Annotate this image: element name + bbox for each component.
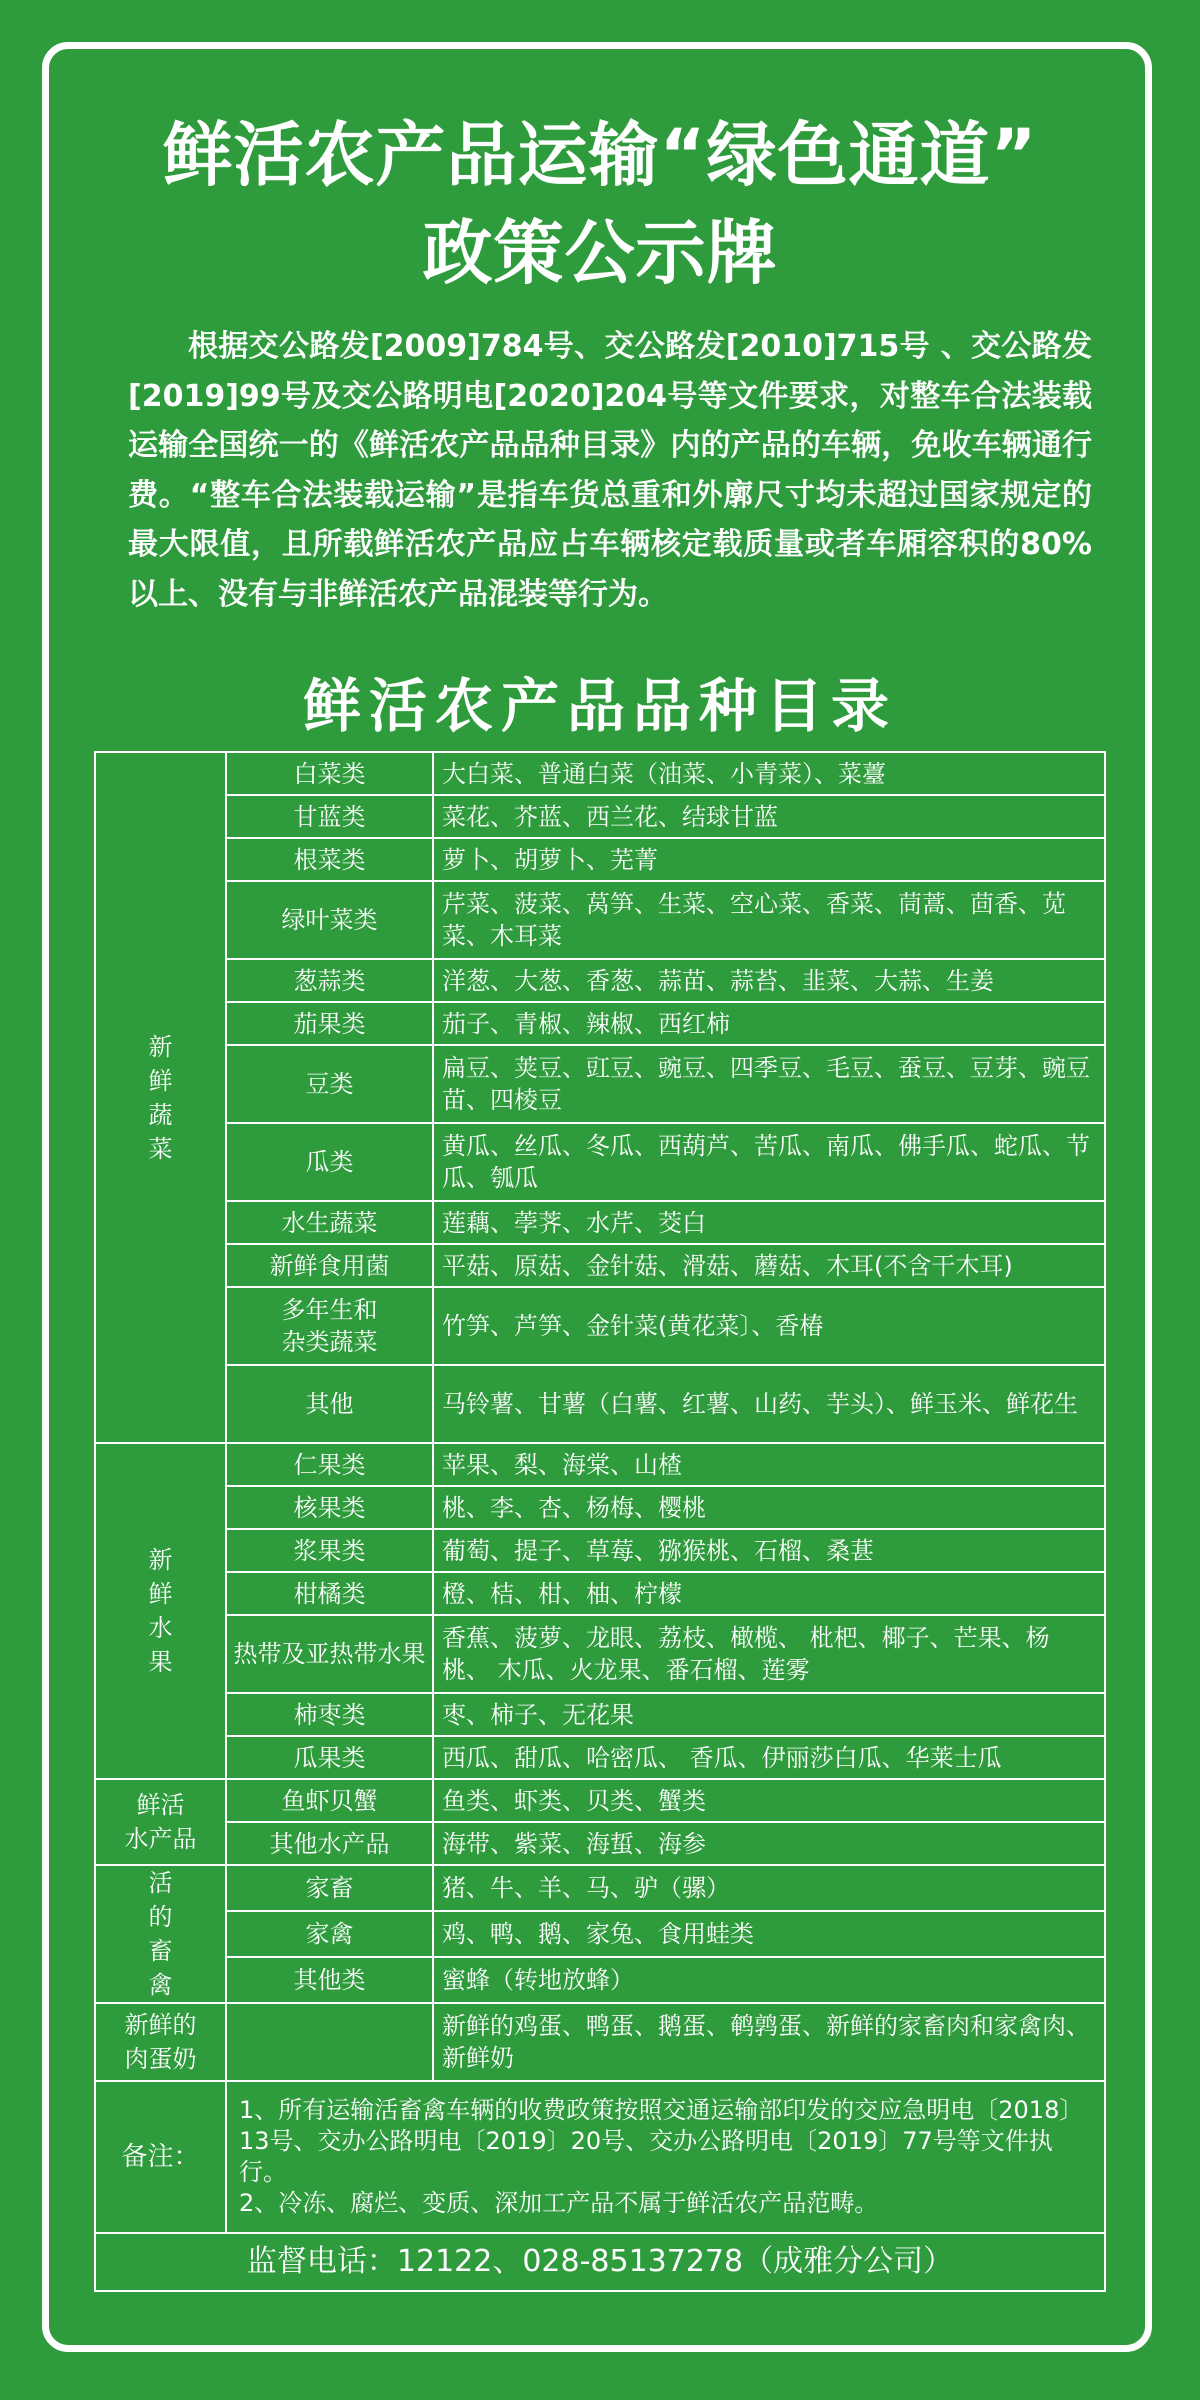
category-name: 仁果类 [226,1443,433,1486]
catalog-row [95,1615,1105,1693]
note-text: 1、所有运输活畜禽车辆的收费政策按照交通运输部印发的交应急明电〔2018〕13号、交办公路明电〔2019〕20号、交办公路明电〔2019〕77号等文件执行。 2、冷冻、腐烂、变质、深加工产品不属于鲜活农产品范畴。 [226,2081,1105,2233]
category-name: 核果类 [226,1486,433,1529]
catalog-row [95,1572,1105,1615]
category-items: 竹笋、芦笋、金针菜(黄花菜〕、香椿 [433,1287,1105,1365]
title-line-2: 政策公示牌 [422,212,778,294]
catalog-row [95,752,1105,795]
category-name: 茄果类 [226,1002,433,1045]
catalog-row [95,795,1105,838]
note-row [95,2081,1105,2233]
category-items: 芹菜、菠菜、莴笋、生菜、空心菜、香菜、茼蒿、茴香、苋菜、木耳菜 [433,881,1105,959]
catalog-row [95,838,1105,881]
catalog-row [95,1957,1105,2003]
catalog-row [95,1287,1105,1365]
category-items: 菜花、芥蓝、西兰花、结球甘蓝 [433,795,1105,838]
category-name: 柑橘类 [226,1572,433,1615]
category-items: 鱼类、虾类、贝类、蟹类 [433,1779,1105,1822]
category-name: 葱蒜类 [226,959,433,1002]
category-name: 浆果类 [226,1529,433,1572]
catalog-row [95,881,1105,959]
category-name: 瓜类 [226,1123,433,1201]
category-items: 莲藕、荸荠、水芹、茭白 [433,1201,1105,1244]
category-name: 白菜类 [226,752,433,795]
category-items: 桃、李、杏、杨梅、樱桃 [433,1486,1105,1529]
category-name: 其他水产品 [226,1822,433,1865]
group-name: 新 鲜 水 果 [95,1443,226,1779]
category-name: 绿叶菜类 [226,881,433,959]
category-name: 家禽 [226,1911,433,1957]
group-name: 新鲜的 肉蛋奶 [95,2003,226,2081]
catalog-row [95,1911,1105,1957]
category-items: 马铃薯、甘薯（白薯、红薯、山药、芋头）、鲜玉米、鲜花生 [433,1365,1105,1443]
category-name: 柿枣类 [226,1693,433,1736]
catalog-row [95,1822,1105,1865]
category-items: 平菇、原菇、金针菇、滑菇、蘑菇、木耳(不含干木耳) [433,1244,1105,1287]
intro-text: 根据交公路发[2009]784号、交公路发[2010]715号 、交公路发[2019]99号及交公路明电[2020]204号等文件要求，对整车合法装载运输全国统一的《鲜活农产品品种目录》内的产品的车辆，免收车辆通行费。“整车合法装载运输”是指车货总重和外廓尺寸均未超过国家规定的最大限值，且所载鲜活农产品应占车辆核定载质量或者车厢容积的80%以上、没有与非鲜活农产品混装等行为。 [128,329,1092,612]
catalog-row [95,1529,1105,1572]
catalog-row [95,1123,1105,1201]
catalog-row [95,959,1105,1002]
catalog-row [95,1736,1105,1779]
category-name: 豆类 [226,1045,433,1123]
category-items: 香蕉、菠萝、龙眼、荔枝、橄榄、 枇杷、椰子、芒果、杨桃、 木瓜、火龙果、番石榴、莲雾 [433,1615,1105,1693]
category-items: 新鲜的鸡蛋、鸭蛋、鹅蛋、鹌鹑蛋、新鲜的家畜肉和家禽肉、新鲜奶 [433,2003,1105,2081]
category-items: 西瓜、甜瓜、哈密瓜、 香瓜、伊丽莎白瓜、华莱士瓜 [433,1736,1105,1779]
category-items: 葡萄、提子、草莓、猕猴桃、石榴、桑葚 [433,1529,1105,1572]
catalog-row [95,1486,1105,1529]
category-items: 萝卜、胡萝卜、芜菁 [433,838,1105,881]
catalog-row [95,1045,1105,1123]
catalog-row [95,1779,1105,1822]
group-name: 新 鲜 蔬 菜 [95,752,226,1443]
category-name [226,2003,433,2081]
category-name: 水生蔬菜 [226,1201,433,1244]
category-items: 海带、紫菜、海蜇、海参 [433,1822,1105,1865]
category-items: 大白菜、普通白菜（油菜、小青菜）、菜薹 [433,752,1105,795]
category-name: 其他类 [226,1957,433,2003]
group-name: 鲜活 水产品 [95,1779,226,1865]
category-items: 黄瓜、丝瓜、冬瓜、西葫芦、苦瓜、南瓜、佛手瓜、蛇瓜、节瓜、瓠瓜 [433,1123,1105,1201]
catalog-row [95,1443,1105,1486]
group-name: 活 的 畜 禽 [95,1865,226,2003]
catalog-row [95,1201,1105,1244]
category-items: 洋葱、大葱、香葱、蒜苗、蒜苔、韭菜、大蒜、生姜 [433,959,1105,1002]
catalog-row [95,1002,1105,1045]
category-name: 热带及亚热带水果 [226,1615,433,1693]
category-items: 鸡、鸭、鹅、家兔、食用蛙类 [433,1911,1105,1957]
title-line-1: 鲜活农产品运输“绿色通道” [162,114,1038,196]
category-name: 鱼虾贝蟹 [226,1779,433,1822]
category-name: 根菜类 [226,838,433,881]
category-items: 枣、柿子、无花果 [433,1693,1105,1736]
category-items: 猪、牛、羊、马、驴（骡） [433,1865,1105,1911]
category-items: 扁豆、荚豆、豇豆、豌豆、四季豆、毛豆、蚕豆、豆芽、豌豆苗、四棱豆 [433,1045,1105,1123]
category-items: 橙、桔、柑、柚、柠檬 [433,1572,1105,1615]
category-items: 茄子、青椒、辣椒、西红柿 [433,1002,1105,1045]
note-label: 备注： [95,2081,226,2233]
category-name: 新鲜食用菌 [226,1244,433,1287]
category-name: 家畜 [226,1865,433,1911]
catalog-row [95,1244,1105,1287]
category-name: 甘蓝类 [226,795,433,838]
catalog-row [95,1693,1105,1736]
category-name: 其他 [226,1365,433,1443]
category-name: 多年生和 杂类蔬菜 [226,1287,433,1365]
catalog-row [95,1865,1105,1911]
category-items: 苹果、梨、海棠、山楂 [433,1443,1105,1486]
category-name: 瓜果类 [226,1736,433,1779]
catalog-table [94,751,1106,2292]
footer-row [95,2233,1105,2291]
catalog-row [95,2003,1105,2081]
catalog-title: 鲜活农产品品种目录 [302,672,897,740]
supervision-phone: 监督电话：12122、028-85137278（成雅分公司） [95,2233,1105,2291]
category-items: 蜜蜂（转地放蜂） [433,1957,1105,2003]
catalog-row [95,1365,1105,1443]
intro-paragraph [128,322,1092,619]
